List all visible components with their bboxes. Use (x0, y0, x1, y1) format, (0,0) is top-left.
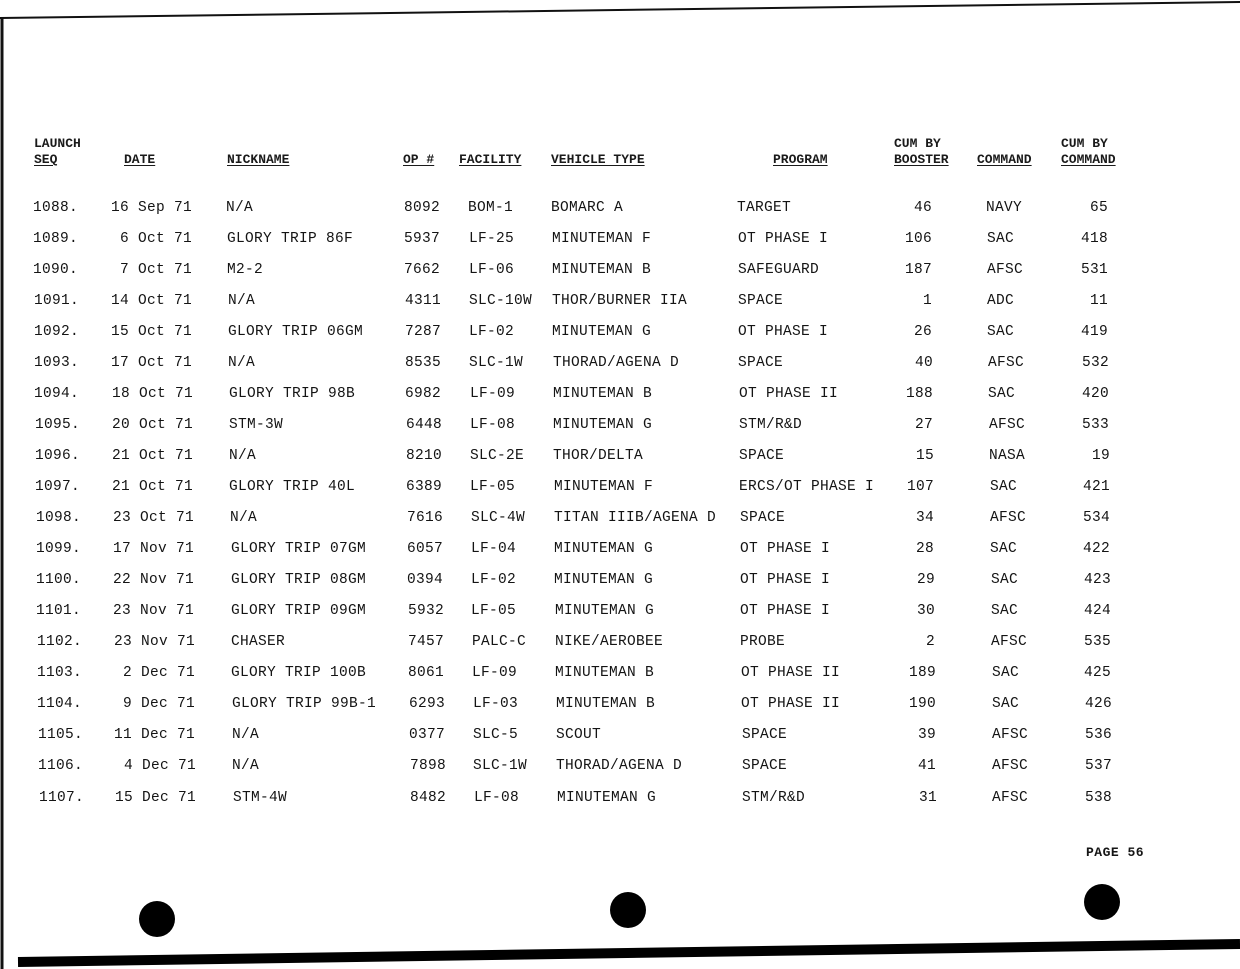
cell-facility: SLC-1W (469, 355, 524, 371)
cell-cum-booster: 34 (915, 510, 934, 526)
cell-program: OT PHASE II (741, 665, 841, 681)
cell-cum-command: 531 (1080, 262, 1108, 278)
cell-cum-booster: 106 (904, 231, 932, 247)
cell-cum-command: 538 (1084, 790, 1112, 806)
cell-nickname: N/A (226, 200, 254, 216)
header-command: COMMAND (977, 152, 1032, 167)
cell-vehicle: MINUTEMAN G (552, 324, 652, 340)
cell-cum-booster: 189 (908, 665, 936, 681)
cell-op: 6293 (409, 696, 446, 712)
header-cum-by-command (1061, 136, 1116, 168)
cell-nickname: GLORY TRIP 09GM (231, 603, 367, 619)
cell-command: SAC (990, 479, 1018, 495)
header-op-number: OP # (403, 152, 435, 167)
cell-facility: LF-08 (474, 790, 520, 806)
cell-cum-booster: 40 (914, 355, 933, 371)
cell-nickname: STM-4W (233, 790, 288, 806)
cell-program: OT PHASE II (739, 386, 839, 402)
header-nickname: NICKNAME (227, 152, 290, 167)
cell-date: 20 Oct 71 (111, 417, 193, 433)
header-launch-seq-line1: LAUNCH (34, 136, 81, 151)
cell-date: 15 Oct 71 (110, 324, 192, 340)
cell-cum-command: 11 (1089, 293, 1108, 309)
cell-cum-command: 533 (1081, 417, 1109, 433)
cell-cum-booster: 190 (908, 696, 936, 712)
cell-vehicle: MINUTEMAN G (557, 790, 657, 806)
cell-cum-command: 422 (1082, 541, 1110, 557)
cell-program: SPACE (742, 758, 788, 774)
cell-cum-booster: 28 (915, 541, 934, 557)
cell-seq: 1100. (35, 572, 81, 588)
cell-facility: LF-02 (471, 572, 517, 588)
cell-date: 17 Oct 71 (110, 355, 192, 371)
cell-date: 15 Dec 71 (114, 790, 196, 806)
cell-cum-booster: 27 (914, 417, 933, 433)
cell-cum-booster: 1 (922, 293, 932, 309)
cell-cum-command: 65 (1089, 200, 1108, 216)
cell-vehicle: NIKE/AEROBEE (555, 634, 664, 650)
cell-program: SPACE (739, 448, 785, 464)
cell-nickname: N/A (232, 758, 260, 774)
cell-date: 23 Nov 71 (112, 603, 194, 619)
cell-cum-booster: 26 (913, 324, 932, 340)
cell-date: 21 Oct 71 (111, 479, 193, 495)
cell-vehicle: SCOUT (556, 727, 602, 743)
cell-seq: 1105. (37, 727, 83, 743)
cell-program: OT PHASE I (738, 324, 829, 340)
cell-cum-booster: 15 (915, 448, 934, 464)
cell-cum-booster: 30 (916, 603, 935, 619)
cell-nickname: N/A (232, 727, 260, 743)
cell-program: SAFEGUARD (738, 262, 820, 278)
cell-command: NASA (989, 448, 1026, 464)
cell-date: 2 Dec 71 (122, 665, 195, 681)
cell-nickname: N/A (228, 293, 256, 309)
cell-op: 5932 (408, 603, 445, 619)
cell-facility: LF-04 (471, 541, 517, 557)
cell-facility: BOM-1 (468, 200, 514, 216)
cell-program: SPACE (742, 727, 788, 743)
cell-program: SPACE (738, 293, 784, 309)
cell-op: 8061 (408, 665, 445, 681)
cell-date: 22 Nov 71 (112, 572, 194, 588)
cell-nickname: N/A (228, 355, 256, 371)
cell-seq: 1094. (33, 386, 79, 402)
cell-program: PROBE (740, 634, 786, 650)
cell-vehicle: MINUTEMAN G (554, 572, 654, 588)
cell-vehicle: MINUTEMAN G (555, 603, 655, 619)
cell-seq: 1095. (34, 417, 80, 433)
cell-cum-command: 418 (1080, 231, 1108, 247)
cell-facility: LF-09 (470, 386, 516, 402)
header-cum-by-booster-line1: CUM BY (894, 136, 941, 151)
punch-hole-left (139, 901, 175, 937)
cell-command: NAVY (986, 200, 1023, 216)
cell-command: ADC (987, 293, 1015, 309)
cell-op: 5937 (404, 231, 441, 247)
cell-cum-command: 425 (1083, 665, 1111, 681)
cell-vehicle: MINUTEMAN F (552, 231, 652, 247)
cell-op: 0377 (409, 727, 446, 743)
cell-nickname: GLORY TRIP 100B (231, 665, 367, 681)
cell-seq: 1101. (35, 603, 81, 619)
cell-op: 7898 (410, 758, 447, 774)
cell-program: OT PHASE I (740, 603, 831, 619)
cell-op: 8210 (406, 448, 443, 464)
cell-cum-command: 424 (1083, 603, 1111, 619)
cell-command: SAC (987, 231, 1015, 247)
cell-cum-command: 536 (1084, 727, 1112, 743)
cell-vehicle: MINUTEMAN B (552, 262, 652, 278)
cell-facility: LF-25 (469, 231, 515, 247)
cell-seq: 1106. (37, 758, 83, 774)
cell-program: STM/R&D (739, 417, 803, 433)
cell-seq: 1098. (35, 510, 81, 526)
cell-cum-command: 421 (1082, 479, 1110, 495)
cell-seq: 1089. (32, 231, 78, 247)
cell-program: ERCS/OT PHASE I (739, 479, 875, 495)
cell-seq: 1092. (33, 324, 79, 340)
cell-cum-booster: 31 (918, 790, 937, 806)
cell-op: 8092 (404, 200, 441, 216)
cell-seq: 1102. (36, 634, 82, 650)
cell-date: 14 Oct 71 (110, 293, 192, 309)
cell-program: TARGET (737, 200, 792, 216)
cell-command: AFSC (990, 510, 1027, 526)
cell-command: SAC (988, 386, 1016, 402)
cell-command: SAC (992, 665, 1020, 681)
cell-cum-booster: 46 (913, 200, 932, 216)
cell-seq: 1104. (36, 696, 82, 712)
cell-facility: SLC-10W (469, 293, 533, 309)
header-cum-by-command-line2: COMMAND (1061, 152, 1116, 167)
cell-command: SAC (991, 572, 1019, 588)
cell-op: 6448 (406, 417, 443, 433)
cell-vehicle: THOR/BURNER IIA (552, 293, 688, 309)
cell-cum-booster: 39 (917, 727, 936, 743)
cell-date: 17 Nov 71 (112, 541, 194, 557)
cell-program: OT PHASE I (740, 572, 831, 588)
cell-seq: 1093. (33, 355, 79, 371)
punch-hole-center (610, 892, 646, 928)
header-vehicle-type: VEHICLE TYPE (551, 152, 645, 167)
cell-nickname: GLORY TRIP 07GM (231, 541, 367, 557)
cell-vehicle: THORAD/AGENA D (553, 355, 680, 371)
cell-command: AFSC (988, 355, 1025, 371)
cell-nickname: GLORY TRIP 86F (227, 231, 354, 247)
cell-cum-booster: 2 (925, 634, 935, 650)
cell-facility: LF-03 (473, 696, 519, 712)
cell-cum-booster: 187 (904, 262, 932, 278)
header-facility: FACILITY (459, 152, 522, 167)
cell-command: AFSC (992, 727, 1029, 743)
cell-op: 7616 (407, 510, 444, 526)
cell-facility: PALC-C (472, 634, 527, 650)
cell-command: AFSC (992, 790, 1029, 806)
cell-seq: 1096. (34, 448, 80, 464)
cell-vehicle: TITAN IIIB/AGENA D (554, 510, 717, 526)
cell-vehicle: MINUTEMAN G (554, 541, 654, 557)
cell-command: AFSC (991, 634, 1028, 650)
cell-seq: 1090. (32, 262, 78, 278)
cell-date: 23 Nov 71 (113, 634, 195, 650)
cell-vehicle: MINUTEMAN B (556, 696, 656, 712)
cell-command: AFSC (987, 262, 1024, 278)
punch-hole-right (1084, 884, 1120, 920)
cell-vehicle: MINUTEMAN B (553, 386, 653, 402)
cell-nickname: GLORY TRIP 98B (229, 386, 356, 402)
cell-facility: LF-06 (469, 262, 515, 278)
cell-op: 6982 (405, 386, 442, 402)
cell-cum-booster: 107 (906, 479, 934, 495)
cell-facility: LF-05 (471, 603, 517, 619)
cell-seq: 1103. (36, 665, 82, 681)
cell-nickname: N/A (230, 510, 258, 526)
header-date: DATE (124, 152, 156, 167)
cell-cum-booster: 41 (917, 758, 936, 774)
cell-op: 0394 (407, 572, 444, 588)
cell-facility: LF-09 (472, 665, 518, 681)
cell-date: 16 Sep 71 (110, 200, 192, 216)
header-program: PROGRAM (773, 152, 828, 167)
header-launch-seq-line2: SEQ (34, 152, 58, 167)
cell-facility: LF-02 (469, 324, 515, 340)
cell-date: 18 Oct 71 (111, 386, 193, 402)
cell-nickname: STM-3W (229, 417, 284, 433)
cell-op: 7457 (408, 634, 445, 650)
cell-seq: 1097. (34, 479, 80, 495)
cell-cum-command: 423 (1083, 572, 1111, 588)
cell-date: 9 Dec 71 (122, 696, 195, 712)
cell-cum-command: 19 (1091, 448, 1110, 464)
cell-seq: 1099. (35, 541, 81, 557)
header-launch-seq (34, 136, 81, 168)
cell-vehicle: BOMARC A (551, 200, 624, 216)
cell-op: 6057 (407, 541, 444, 557)
cell-op: 8482 (410, 790, 447, 806)
cell-date: 21 Oct 71 (111, 448, 193, 464)
cell-nickname: N/A (229, 448, 257, 464)
cell-facility: SLC-5 (473, 727, 519, 743)
cell-vehicle: THORAD/AGENA D (556, 758, 683, 774)
cell-nickname: GLORY TRIP 08GM (231, 572, 367, 588)
cell-command: SAC (992, 696, 1020, 712)
header-cum-by-booster (894, 136, 949, 168)
cell-program: OT PHASE I (738, 231, 829, 247)
cell-nickname: GLORY TRIP 06GM (228, 324, 364, 340)
cell-date: 6 Oct 71 (119, 231, 192, 247)
cell-cum-booster: 188 (905, 386, 933, 402)
cell-command: AFSC (989, 417, 1026, 433)
cell-cum-command: 419 (1080, 324, 1108, 340)
cell-vehicle: THOR/DELTA (553, 448, 644, 464)
cell-seq: 1091. (33, 293, 79, 309)
cell-seq: 1107. (38, 790, 84, 806)
cell-seq: 1088. (32, 200, 78, 216)
cell-date: 23 Oct 71 (112, 510, 194, 526)
page-number: PAGE 56 (1086, 845, 1145, 860)
cell-facility: SLC-1W (473, 758, 528, 774)
cell-cum-command: 426 (1084, 696, 1112, 712)
cell-command: AFSC (992, 758, 1029, 774)
cell-program: OT PHASE I (740, 541, 831, 557)
cell-cum-command: 534 (1082, 510, 1110, 526)
cell-cum-command: 420 (1081, 386, 1109, 402)
cell-program: OT PHASE II (741, 696, 841, 712)
cell-cum-command: 535 (1083, 634, 1111, 650)
cell-op: 6389 (406, 479, 443, 495)
cell-op: 8535 (405, 355, 442, 371)
cell-facility: LF-08 (470, 417, 516, 433)
cell-facility: SLC-4W (471, 510, 526, 526)
cell-op: 7287 (405, 324, 442, 340)
cell-op: 4311 (405, 293, 442, 309)
cell-nickname: GLORY TRIP 40L (229, 479, 356, 495)
cell-cum-command: 537 (1084, 758, 1112, 774)
cell-nickname: M2-2 (227, 262, 264, 278)
header-cum-by-booster-line2: BOOSTER (894, 152, 949, 167)
cell-command: SAC (991, 603, 1019, 619)
cell-program: SPACE (738, 355, 784, 371)
cell-date: 11 Dec 71 (113, 727, 195, 743)
cell-command: SAC (987, 324, 1015, 340)
cell-vehicle: MINUTEMAN G (553, 417, 653, 433)
cell-date: 4 Dec 71 (123, 758, 196, 774)
cell-nickname: CHASER (231, 634, 286, 650)
cell-nickname: GLORY TRIP 99B-1 (232, 696, 377, 712)
cell-date: 7 Oct 71 (119, 262, 192, 278)
cell-program: SPACE (740, 510, 786, 526)
header-cum-by-command-line1: CUM BY (1061, 136, 1108, 151)
cell-facility: SLC-2E (470, 448, 525, 464)
cell-vehicle: MINUTEMAN B (555, 665, 655, 681)
cell-cum-booster: 29 (916, 572, 935, 588)
cell-program: STM/R&D (742, 790, 806, 806)
cell-cum-command: 532 (1081, 355, 1109, 371)
cell-vehicle: MINUTEMAN F (554, 479, 654, 495)
cell-command: SAC (990, 541, 1018, 557)
cell-facility: LF-05 (470, 479, 516, 495)
cell-op: 7662 (404, 262, 441, 278)
